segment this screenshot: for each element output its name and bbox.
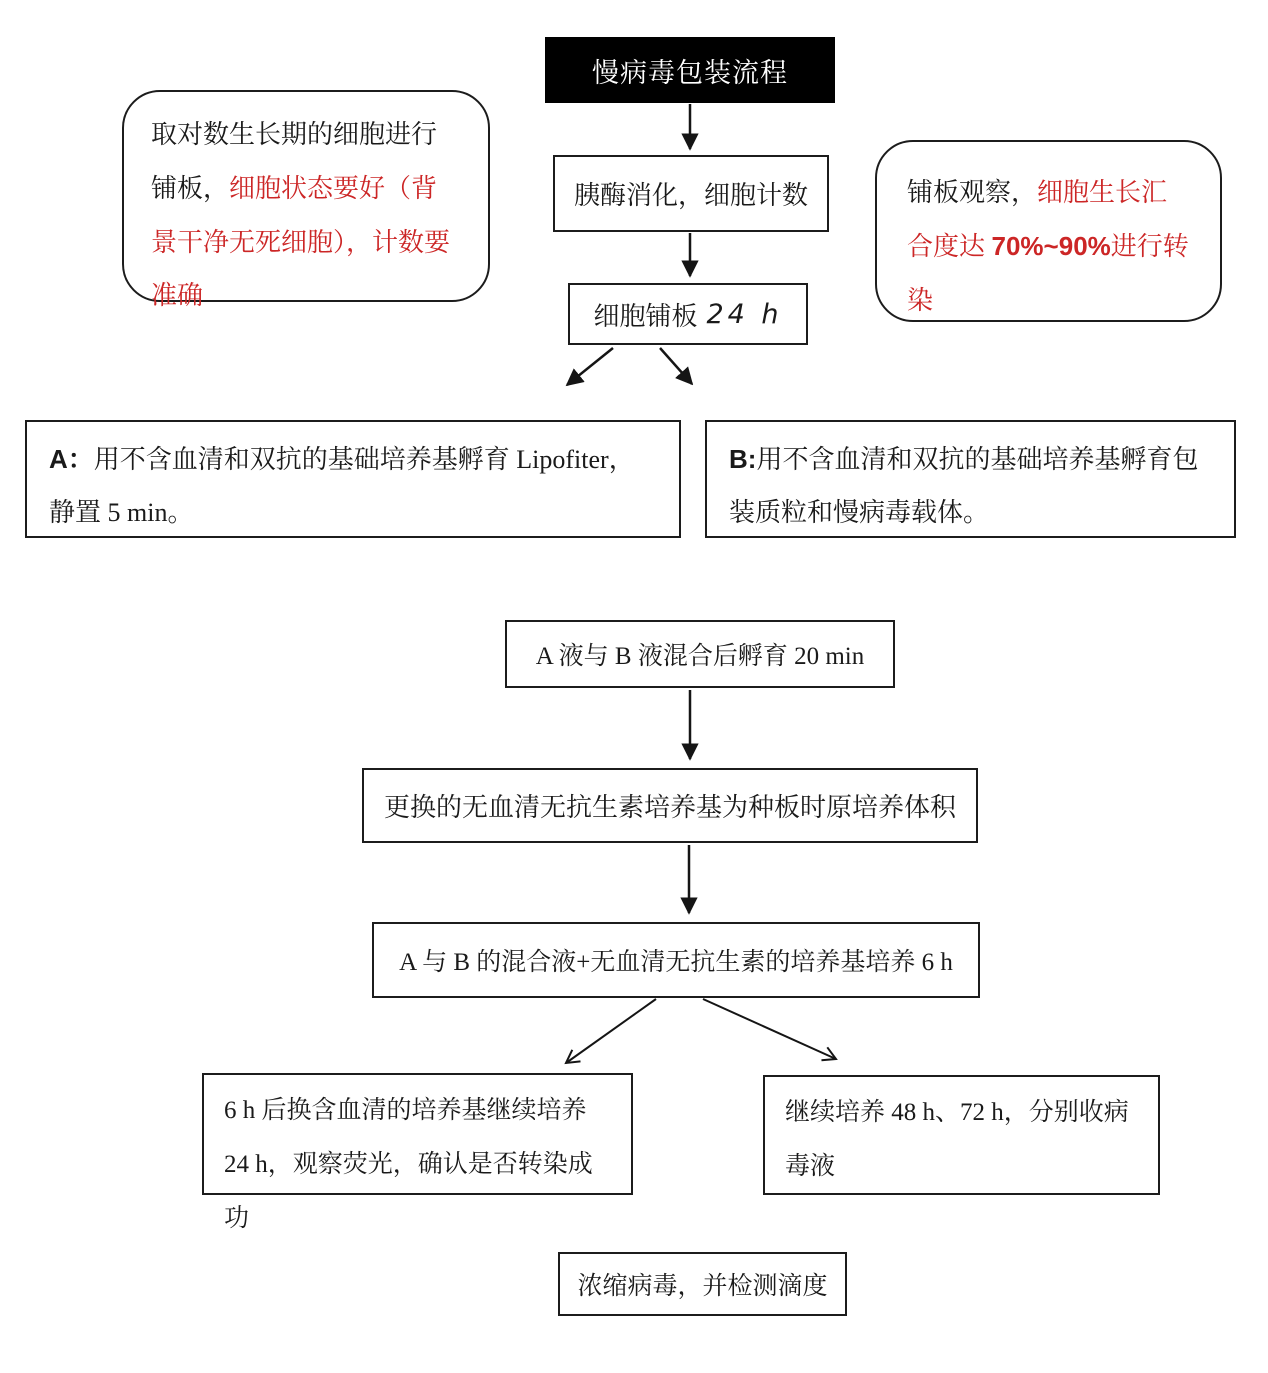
step-solution-b-prefix: B:: [729, 444, 757, 474]
step-solution-b-text: 用不含血清和双抗的基础培养基孵育包装质粒和慢病毒载体。: [729, 445, 1199, 528]
step-refresh-medium-label: 更换的无血清无抗生素培养基为种板时原培养体积: [383, 793, 956, 822]
note-left-text-black: 取对数生长期的细胞进行铺板，: [151, 120, 438, 203]
arrow-culture-to-observe: [566, 999, 656, 1063]
step-plate-cells-label: 细胞铺板: [593, 301, 698, 331]
step-refresh-medium: [362, 768, 978, 843]
flow-title: [545, 37, 835, 103]
arrow-culture-to-harvest: [703, 999, 836, 1059]
note-cell-plating: [122, 90, 490, 311]
note-right-text-red-after: 进行转染: [907, 231, 1189, 315]
step-trypsin-digest-label: 胰酶消化，细胞计数: [573, 181, 808, 210]
step-culture-6h: [372, 922, 980, 998]
step-culture-6h-label: A 与 B 的混合液+无血清无抗生素的培养基培养 6 h: [399, 949, 953, 976]
step-observe-fluorescence: [202, 1073, 633, 1232]
step-concentrate-titer: [558, 1252, 847, 1316]
step-harvest-virus-label: 继续培养 48 h、72 h，分别收病毒液: [785, 1099, 1129, 1180]
step-solution-a-prefix: A：: [49, 444, 94, 474]
arrow-plate-to-b: [660, 348, 692, 384]
note-right-text-black: 铺板观察，: [907, 178, 1038, 207]
step-plate-cells: [568, 283, 808, 345]
step-solution-a: [25, 420, 681, 538]
step-solution-b: [705, 420, 1236, 538]
step-harvest-virus: [763, 1075, 1160, 1195]
step-solution-a-text: 用不含血清和双抗的基础培养基孵育 Lipofiter，静置 5 min。: [49, 445, 635, 528]
step-concentrate-titer-label: 浓缩病毒，并检测滴度: [577, 1273, 828, 1300]
note-right-percent: 70%~90%: [991, 230, 1111, 261]
step-plate-cells-time: 24 h: [706, 298, 783, 330]
step-mix-incubate-label: A 液与 B 液混合后孵育 20 min: [535, 643, 865, 670]
step-observe-fluorescence-label: 6 h 后换含血清的培养基继续培养 24 h，观察荧光，确认是否转染成功: [224, 1097, 593, 1232]
step-mix-incubate: [505, 620, 895, 688]
note-confluence: [875, 140, 1222, 322]
step-trypsin-digest: [553, 155, 829, 232]
note-left-text-red: 细胞状态要好（背景干净无死细胞），计数要准确: [151, 173, 451, 311]
flow-title-label: 慢病毒包装流程: [592, 57, 788, 88]
note-right-text-red-before: 细胞生长汇合度达: [907, 178, 1168, 261]
arrow-plate-to-a: [567, 348, 613, 385]
